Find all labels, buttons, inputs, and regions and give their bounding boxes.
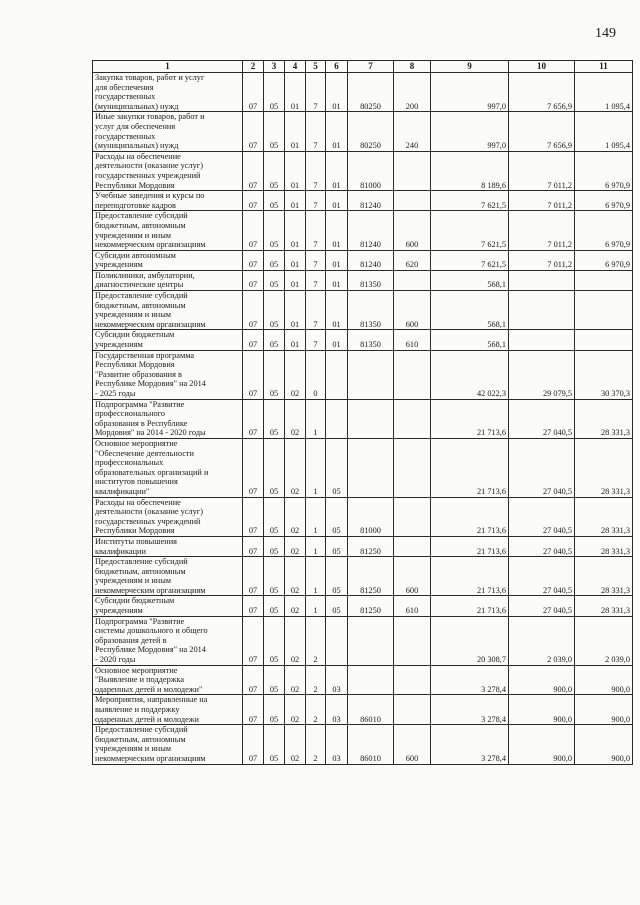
event-code	[326, 350, 348, 399]
amount-year-2: 7 011,2	[509, 191, 575, 211]
table-row	[93, 191, 633, 211]
table-row	[93, 112, 633, 151]
expense-type-code	[394, 497, 431, 536]
direction-code	[348, 665, 394, 695]
program-code: 01	[285, 73, 306, 112]
direction-code: 80250	[348, 73, 394, 112]
amount-year-1: 568,1	[431, 270, 509, 290]
section-code: 07	[243, 695, 264, 725]
amount-year-3: 900,0	[575, 695, 633, 725]
row-item-name: Расходы на обеспечение деятельности (оказание услуг) государственных учреждений Республики Мордовия	[93, 497, 243, 536]
amount-year-1: 21 713,6	[431, 438, 509, 497]
section-code: 07	[243, 250, 264, 270]
table-row	[93, 557, 633, 596]
event-code	[326, 616, 348, 665]
subsection-code: 05	[264, 616, 285, 665]
section-code: 07	[243, 497, 264, 536]
section-code: 07	[243, 291, 264, 330]
table-row	[93, 497, 633, 536]
expense-type-code: 610	[394, 596, 431, 616]
event-code: 01	[326, 112, 348, 151]
program-code: 01	[285, 211, 306, 250]
program-code: 02	[285, 536, 306, 556]
subsection-code: 05	[264, 191, 285, 211]
row-item-name: Мероприятия, направленные на выявление и поддержку одаренных детей и молодежи	[93, 695, 243, 725]
program-code: 02	[285, 399, 306, 438]
amount-year-3: 28 331,3	[575, 399, 633, 438]
row-item-name: Закупка товаров, работ и услуг для обеспечения государственных (муниципальных) нужд	[93, 73, 243, 112]
subprogram-code: 7	[306, 151, 326, 190]
table-row	[93, 536, 633, 556]
event-code: 03	[326, 725, 348, 764]
program-code: 01	[285, 291, 306, 330]
table-row	[93, 330, 633, 350]
column-header-3: 3	[264, 61, 285, 73]
section-code: 07	[243, 270, 264, 290]
event-code: 05	[326, 536, 348, 556]
section-code: 07	[243, 151, 264, 190]
subprogram-code: 0	[306, 350, 326, 399]
column-header-1: 1	[93, 61, 243, 73]
event-code	[326, 399, 348, 438]
subsection-code: 05	[264, 330, 285, 350]
program-code: 01	[285, 330, 306, 350]
amount-year-2: 900,0	[509, 665, 575, 695]
program-code: 01	[285, 151, 306, 190]
program-code: 01	[285, 250, 306, 270]
subsection-code: 05	[264, 399, 285, 438]
amount-year-2: 7 656,9	[509, 112, 575, 151]
section-code: 07	[243, 350, 264, 399]
amount-year-3: 30 370,3	[575, 350, 633, 399]
column-header-11: 11	[575, 61, 633, 73]
table-row	[93, 270, 633, 290]
program-code: 02	[285, 497, 306, 536]
expense-type-code	[394, 665, 431, 695]
subsection-code: 05	[264, 695, 285, 725]
amount-year-2: 7 011,2	[509, 151, 575, 190]
expense-type-code: 600	[394, 557, 431, 596]
direction-code: 81350	[348, 330, 394, 350]
row-item-name: Институты повышения квалификации	[93, 536, 243, 556]
column-header-7: 7	[348, 61, 394, 73]
column-header-6: 6	[326, 61, 348, 73]
amount-year-3: 6 970,9	[575, 151, 633, 190]
direction-code: 80250	[348, 112, 394, 151]
table-row	[93, 350, 633, 399]
row-item-name: Учебные заведения и курсы по переподготовке кадров	[93, 191, 243, 211]
row-item-name: Предоставление субсидий бюджетным, автономным учреждениям и иным некоммерческим организациям	[93, 557, 243, 596]
program-code: 01	[285, 112, 306, 151]
subprogram-code: 7	[306, 330, 326, 350]
header-row	[93, 61, 633, 73]
amount-year-3: 28 331,3	[575, 557, 633, 596]
table-row	[93, 438, 633, 497]
table-row	[93, 250, 633, 270]
expense-type-code	[394, 151, 431, 190]
amount-year-2: 2 039,0	[509, 616, 575, 665]
table-row	[93, 211, 633, 250]
column-header-9: 9	[431, 61, 509, 73]
amount-year-1: 3 278,4	[431, 665, 509, 695]
amount-year-1: 7 621,5	[431, 250, 509, 270]
direction-code: 86010	[348, 725, 394, 764]
amount-year-1: 8 189,6	[431, 151, 509, 190]
column-header-2: 2	[243, 61, 264, 73]
amount-year-1: 21 713,6	[431, 536, 509, 556]
section-code: 07	[243, 557, 264, 596]
program-code: 02	[285, 695, 306, 725]
row-item-name: Субсидии бюджетным учреждениям	[93, 330, 243, 350]
amount-year-2	[509, 270, 575, 290]
event-code: 01	[326, 250, 348, 270]
subsection-code: 05	[264, 270, 285, 290]
direction-code: 86010	[348, 695, 394, 725]
expense-type-code: 600	[394, 211, 431, 250]
program-code: 02	[285, 616, 306, 665]
program-code: 01	[285, 191, 306, 211]
expense-type-code	[394, 616, 431, 665]
event-code: 01	[326, 151, 348, 190]
amount-year-2: 27 040,5	[509, 596, 575, 616]
amount-year-2: 7 011,2	[509, 211, 575, 250]
expense-type-code	[394, 438, 431, 497]
subprogram-code: 1	[306, 557, 326, 596]
subprogram-code: 7	[306, 112, 326, 151]
amount-year-3: 1 095,4	[575, 112, 633, 151]
amount-year-3	[575, 330, 633, 350]
amount-year-2: 900,0	[509, 695, 575, 725]
amount-year-1: 21 713,6	[431, 557, 509, 596]
amount-year-3	[575, 291, 633, 330]
amount-year-1: 20 308,7	[431, 616, 509, 665]
table-row	[93, 73, 633, 112]
subsection-code: 05	[264, 291, 285, 330]
amount-year-1: 997,0	[431, 73, 509, 112]
expense-type-code	[394, 695, 431, 725]
section-code: 07	[243, 211, 264, 250]
table-row	[93, 291, 633, 330]
subprogram-code: 2	[306, 665, 326, 695]
subsection-code: 05	[264, 725, 285, 764]
section-code: 07	[243, 330, 264, 350]
event-code: 01	[326, 211, 348, 250]
column-header-5: 5	[306, 61, 326, 73]
column-header-8: 8	[394, 61, 431, 73]
section-code: 07	[243, 73, 264, 112]
amount-year-2: 27 040,5	[509, 399, 575, 438]
section-code: 07	[243, 191, 264, 211]
program-code: 02	[285, 596, 306, 616]
table-row	[93, 725, 633, 764]
event-code: 01	[326, 191, 348, 211]
section-code: 07	[243, 616, 264, 665]
program-code: 02	[285, 725, 306, 764]
direction-code: 81250	[348, 536, 394, 556]
subprogram-code: 7	[306, 291, 326, 330]
row-item-name: Субсидии бюджетным учреждениям	[93, 596, 243, 616]
amount-year-1: 21 713,6	[431, 596, 509, 616]
expense-type-code	[394, 399, 431, 438]
budget-table	[92, 60, 633, 765]
row-item-name: Расходы на обеспечение деятельности (оказание услуг) государственных учреждений Республики Мордовия	[93, 151, 243, 190]
amount-year-1: 3 278,4	[431, 725, 509, 764]
event-code: 01	[326, 73, 348, 112]
amount-year-1: 568,1	[431, 330, 509, 350]
subsection-code: 05	[264, 73, 285, 112]
row-item-name: Предоставление субсидий бюджетным, автономным учреждениям и иным некоммерческим организациям	[93, 725, 243, 764]
subprogram-code: 1	[306, 596, 326, 616]
subprogram-code: 2	[306, 695, 326, 725]
direction-code: 81000	[348, 151, 394, 190]
amount-year-3: 6 970,9	[575, 250, 633, 270]
subprogram-code: 7	[306, 73, 326, 112]
section-code: 07	[243, 438, 264, 497]
amount-year-1: 568,1	[431, 291, 509, 330]
row-item-name: Поликлиники, амбулатории, диагностические центры	[93, 270, 243, 290]
event-code: 05	[326, 438, 348, 497]
amount-year-3: 900,0	[575, 665, 633, 695]
amount-year-1: 997,0	[431, 112, 509, 151]
amount-year-2	[509, 330, 575, 350]
subsection-code: 05	[264, 557, 285, 596]
row-item-name: Предоставление субсидий бюджетным, автономным учреждениям и иным некоммерческим организациям	[93, 291, 243, 330]
program-code: 02	[285, 557, 306, 596]
expense-type-code	[394, 536, 431, 556]
amount-year-2: 29 079,5	[509, 350, 575, 399]
direction-code	[348, 399, 394, 438]
row-item-name: Государственная программа Республики Мордовия "Развитие образования в Республике Мордовия" на 2014 - 2025 годы	[93, 350, 243, 399]
event-code: 01	[326, 330, 348, 350]
expense-type-code	[394, 270, 431, 290]
column-header-10: 10	[509, 61, 575, 73]
direction-code: 81350	[348, 291, 394, 330]
amount-year-1: 21 713,6	[431, 399, 509, 438]
direction-code	[348, 616, 394, 665]
section-code: 07	[243, 665, 264, 695]
amount-year-3: 2 039,0	[575, 616, 633, 665]
direction-code: 81250	[348, 596, 394, 616]
amount-year-1: 3 278,4	[431, 695, 509, 725]
subsection-code: 05	[264, 497, 285, 536]
amount-year-3: 6 970,9	[575, 211, 633, 250]
direction-code: 81240	[348, 250, 394, 270]
subsection-code: 05	[264, 350, 285, 399]
subsection-code: 05	[264, 536, 285, 556]
event-code: 05	[326, 557, 348, 596]
event-code: 03	[326, 695, 348, 725]
amount-year-1: 42 022,3	[431, 350, 509, 399]
direction-code: 81240	[348, 211, 394, 250]
subsection-code: 05	[264, 112, 285, 151]
amount-year-2	[509, 291, 575, 330]
subprogram-code: 2	[306, 616, 326, 665]
subprogram-code: 1	[306, 536, 326, 556]
page-number: 149	[595, 26, 616, 41]
event-code: 05	[326, 497, 348, 536]
table-row	[93, 695, 633, 725]
table-row	[93, 151, 633, 190]
row-item-name: Субсидии автономным учреждениям	[93, 250, 243, 270]
program-code: 02	[285, 350, 306, 399]
amount-year-2: 7 656,9	[509, 73, 575, 112]
subsection-code: 05	[264, 438, 285, 497]
subsection-code: 05	[264, 665, 285, 695]
amount-year-1: 7 621,5	[431, 211, 509, 250]
row-item-name: Основное мероприятие "Обеспечение деятельности профессиональных образовательных организаций и институтов повышения квалификации"	[93, 438, 243, 497]
subprogram-code: 7	[306, 250, 326, 270]
table-row	[93, 665, 633, 695]
amount-year-3	[575, 270, 633, 290]
amount-year-3: 28 331,3	[575, 438, 633, 497]
subprogram-code: 2	[306, 725, 326, 764]
subsection-code: 05	[264, 211, 285, 250]
section-code: 07	[243, 536, 264, 556]
section-code: 07	[243, 725, 264, 764]
expense-type-code: 600	[394, 725, 431, 764]
table-row	[93, 616, 633, 665]
direction-code	[348, 350, 394, 399]
column-header-4: 4	[285, 61, 306, 73]
expense-type-code: 240	[394, 112, 431, 151]
subprogram-code: 7	[306, 270, 326, 290]
amount-year-2: 27 040,5	[509, 438, 575, 497]
amount-year-1: 21 713,6	[431, 497, 509, 536]
expense-type-code	[394, 191, 431, 211]
row-item-name: Иные закупки товаров, работ и услуг для обеспечения государственных (муниципальных) нужд	[93, 112, 243, 151]
amount-year-2: 27 040,5	[509, 557, 575, 596]
subprogram-code: 1	[306, 399, 326, 438]
expense-type-code: 600	[394, 291, 431, 330]
row-item-name: Основное мероприятие "Выявление и поддержка одаренных детей и молодежи"	[93, 665, 243, 695]
amount-year-2: 27 040,5	[509, 536, 575, 556]
table-body	[93, 73, 633, 765]
subprogram-code: 7	[306, 191, 326, 211]
expense-type-code: 620	[394, 250, 431, 270]
section-code: 07	[243, 112, 264, 151]
amount-year-2: 27 040,5	[509, 497, 575, 536]
amount-year-3: 28 331,3	[575, 536, 633, 556]
direction-code: 81000	[348, 497, 394, 536]
subsection-code: 05	[264, 151, 285, 190]
section-code: 07	[243, 596, 264, 616]
subsection-code: 05	[264, 250, 285, 270]
direction-code: 81350	[348, 270, 394, 290]
direction-code: 81240	[348, 191, 394, 211]
amount-year-3: 6 970,9	[575, 191, 633, 211]
event-code: 01	[326, 291, 348, 330]
subprogram-code: 1	[306, 497, 326, 536]
amount-year-2: 7 011,2	[509, 250, 575, 270]
subprogram-code: 1	[306, 438, 326, 497]
amount-year-2: 900,0	[509, 725, 575, 764]
program-code: 02	[285, 665, 306, 695]
amount-year-1: 7 621,5	[431, 191, 509, 211]
event-code: 03	[326, 665, 348, 695]
table-row	[93, 399, 633, 438]
expense-type-code	[394, 350, 431, 399]
amount-year-3: 1 095,4	[575, 73, 633, 112]
program-code: 02	[285, 438, 306, 497]
subsection-code: 05	[264, 596, 285, 616]
row-item-name: Подпрограмма "Развитие профессионального образования в Республике Мордовия" на 2014 - 2020 годы	[93, 399, 243, 438]
amount-year-3: 28 331,3	[575, 596, 633, 616]
event-code: 01	[326, 270, 348, 290]
direction-code: 81250	[348, 557, 394, 596]
section-code: 07	[243, 399, 264, 438]
event-code: 05	[326, 596, 348, 616]
expense-type-code: 610	[394, 330, 431, 350]
direction-code	[348, 438, 394, 497]
subprogram-code: 7	[306, 211, 326, 250]
program-code: 01	[285, 270, 306, 290]
row-item-name: Подпрограмма "Развитие системы дошкольного и общего образования детей в Республике Мордовия" на 2014 - 2020 годы	[93, 616, 243, 665]
amount-year-3: 900,0	[575, 725, 633, 764]
amount-year-3: 28 331,3	[575, 497, 633, 536]
expense-type-code: 200	[394, 73, 431, 112]
table-row	[93, 596, 633, 616]
row-item-name: Предоставление субсидий бюджетным, автономным учреждениям и иным некоммерческим организациям	[93, 211, 243, 250]
